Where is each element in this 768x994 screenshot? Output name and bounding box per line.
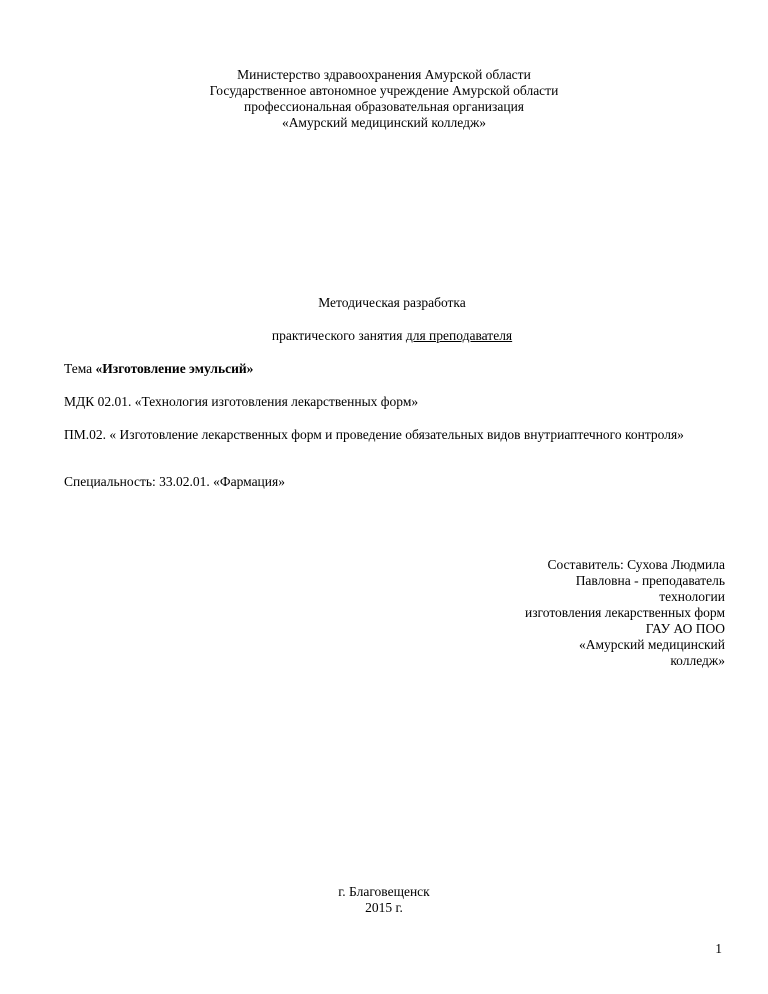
author-line: технологии	[659, 589, 725, 604]
subtitle-prefix: практического занятия	[271, 328, 406, 343]
topic-value: «Изготовление эмульсий»	[95, 361, 254, 376]
footer-year: 2015 г.	[365, 900, 403, 915]
document-title: Методическая разработка	[318, 295, 466, 310]
author-block	[425, 557, 725, 669]
footer-city: г. Благовещенск	[338, 884, 430, 899]
college-name-line: «Амурский медицинский колледж»	[281, 115, 487, 130]
author-line: изготовления лекарственных форм	[525, 605, 725, 620]
ministry-line: Министерство здравоохранения Амурской области	[237, 67, 531, 82]
document-subtitle	[0, 328, 768, 344]
page-number: 1	[715, 941, 722, 956]
institution-line: Государственное автономное учреждение Амурской области	[209, 83, 559, 98]
mdk-line: МДК 02.01. «Технология изготовления лекарственных форм»	[64, 394, 419, 409]
organization-header	[0, 67, 768, 131]
author-line: колледж»	[670, 653, 725, 668]
specialty-line: Специальность: 33.02.01. «Фармация»	[64, 474, 285, 489]
author-line: Составитель: Сухова Людмила	[547, 557, 725, 572]
topic-label: Тема	[64, 361, 96, 376]
pm-line: ПМ.02. « Изготовление лекарственных форм и проведение обязательных видов внутриаптечного контроля»	[64, 427, 684, 442]
author-line: Павловна - преподаватель	[575, 573, 725, 588]
author-line: «Амурский медицинский	[578, 637, 725, 652]
author-line: ГАУ АО ПОО	[645, 621, 725, 636]
organization-type-line: профессиональная образовательная организация	[243, 99, 525, 114]
footer	[0, 884, 768, 916]
topic-line	[64, 361, 724, 377]
subtitle-underlined: для преподавателя	[405, 328, 513, 343]
